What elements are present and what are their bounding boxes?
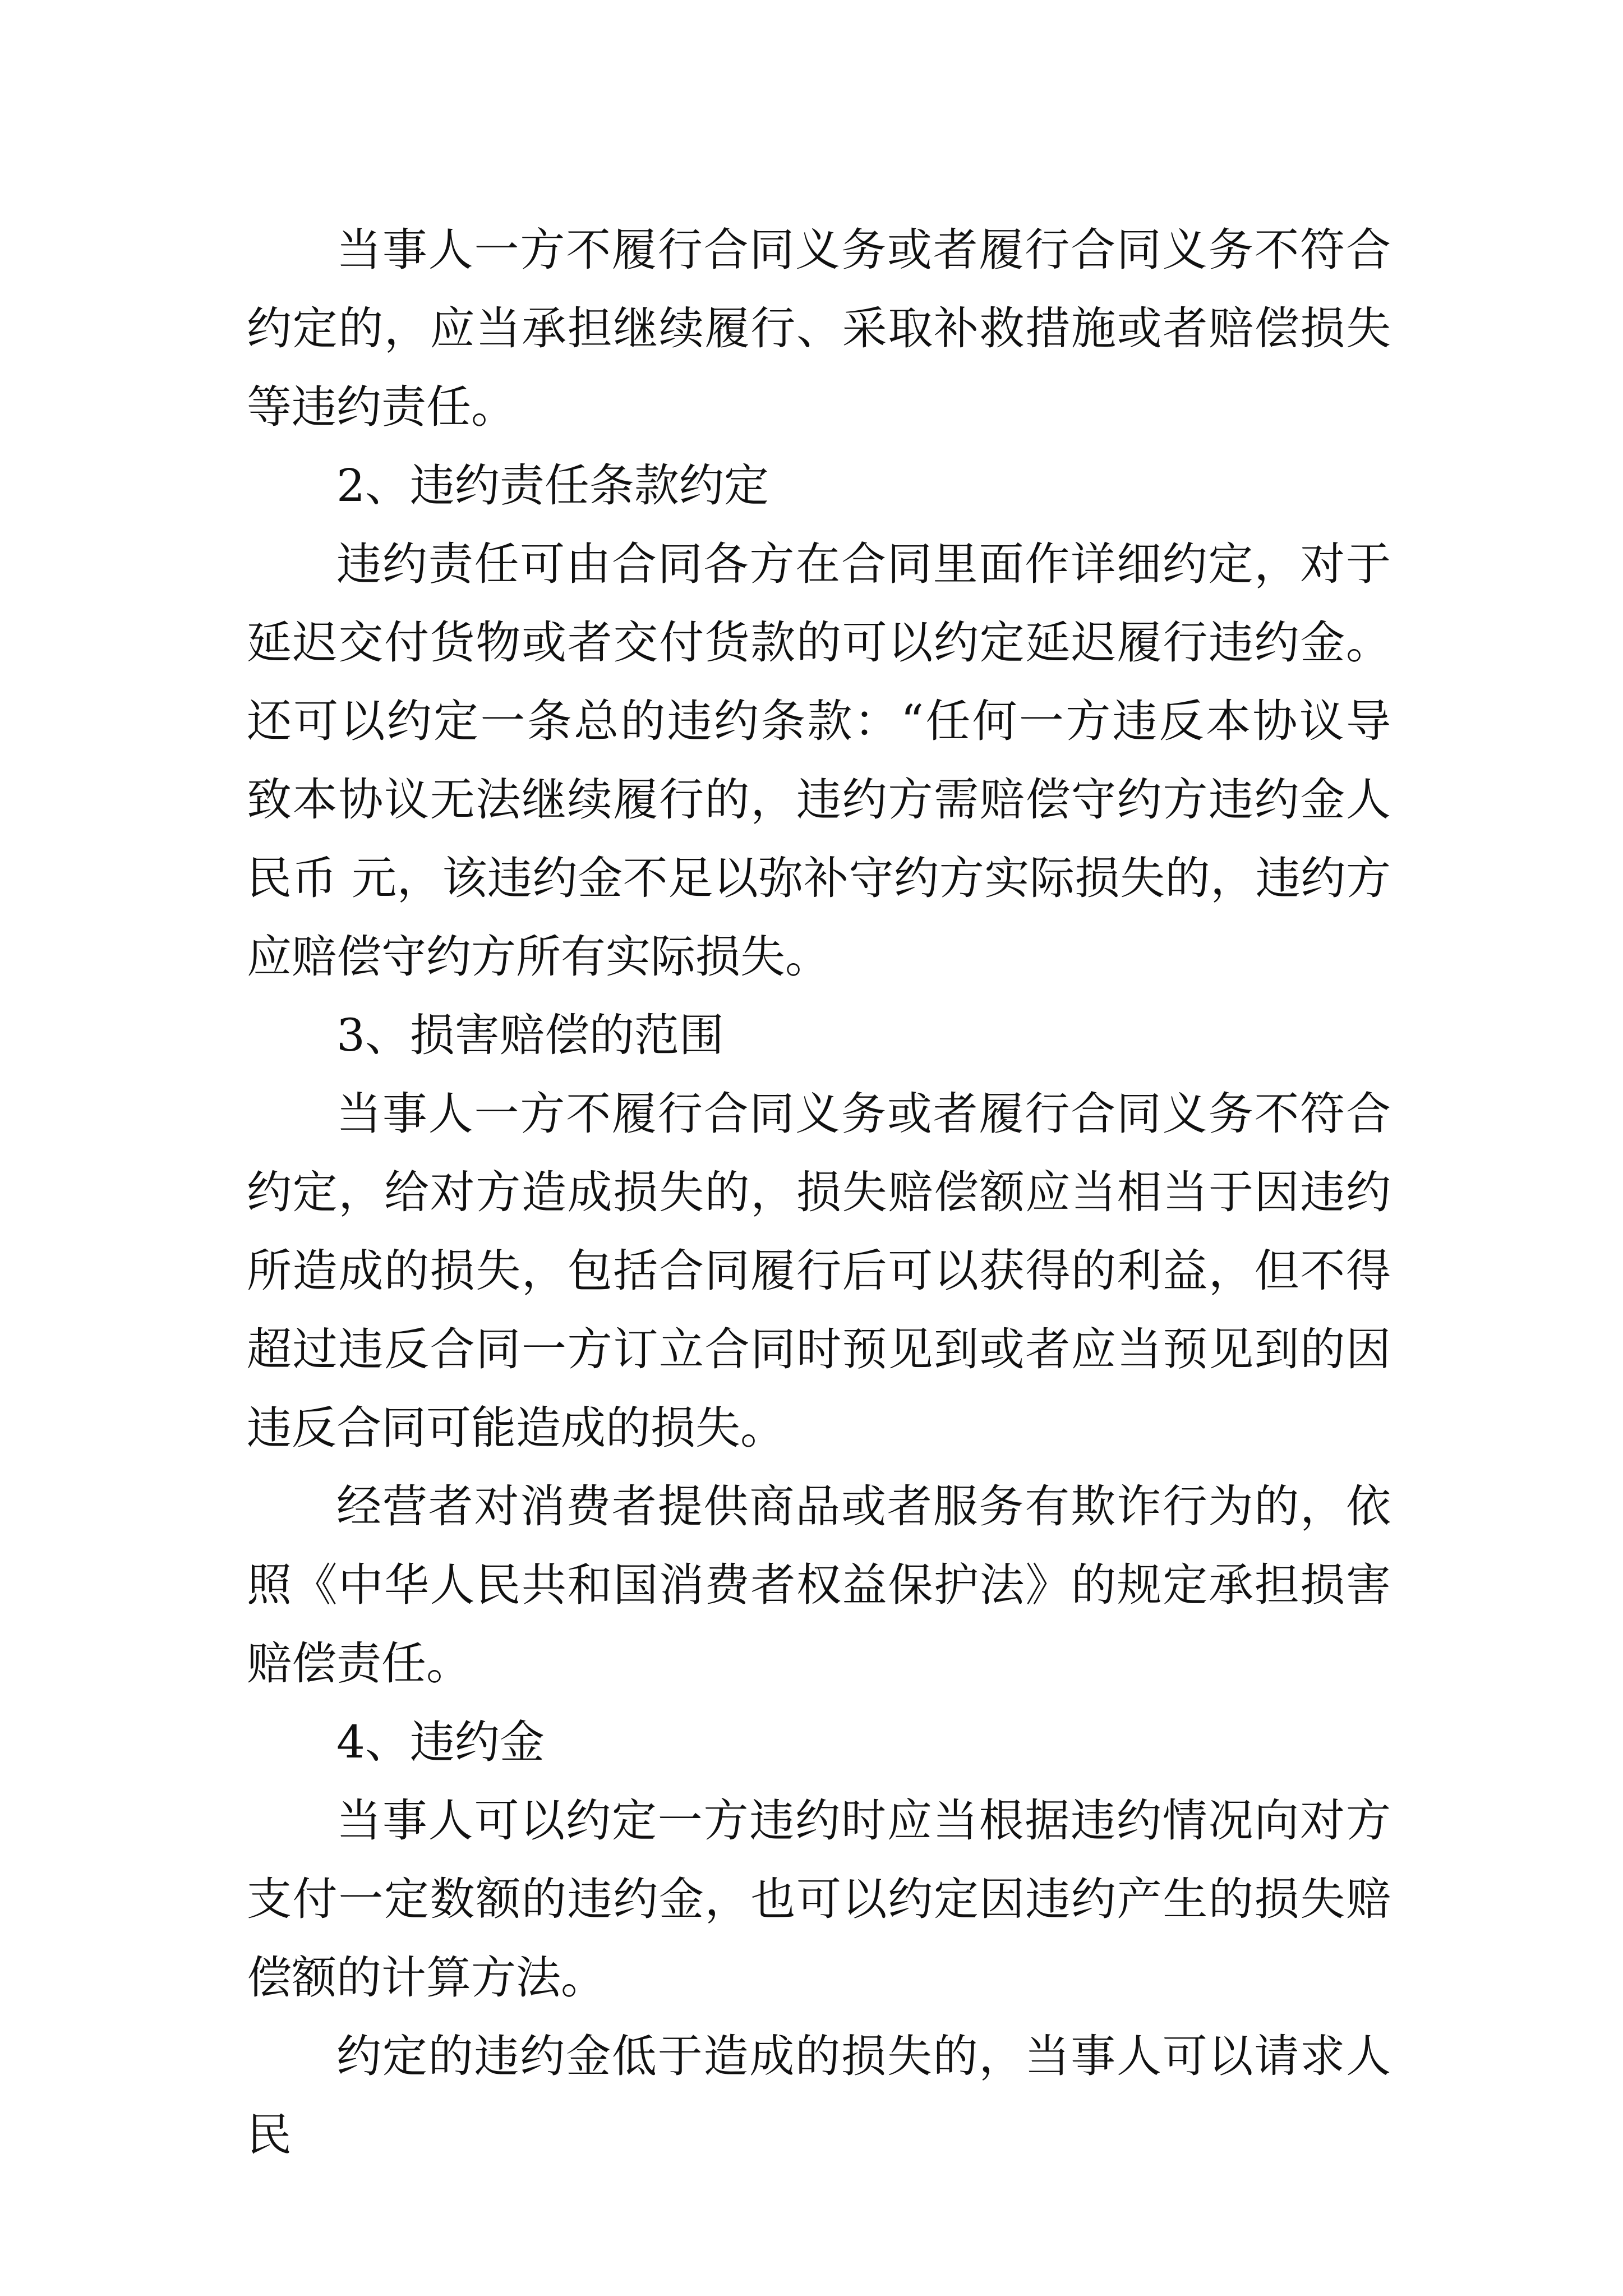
heading-damages-scope: 3、损害赔偿的范围 — [336, 1009, 724, 1061]
heading-liquidated-damages: 4、违约金 — [336, 1716, 545, 1768]
heading-breach-clause: 2、违约责任条款约定 — [336, 459, 769, 512]
document-body — [247, 211, 1391, 2174]
paragraph-damages-lower: 约定的违约金低于造成的损失的，当事人可以请求人民 — [247, 2030, 1391, 2161]
paragraph-breach-clause: 违约责任可由合同各方在合同里面作详细约定，对于延迟交付货物或者交付货款的可以约定延迟履行违约金。还可以约定一条总的违约条款：“任何一方违反本协议导致本协议无法继续履行的，违约方需赔偿守约方违约金人民币 元，该违约金不足以弥补守约方实际损失的，违约方应赔偿守约方所有实际损失。 — [247, 538, 1391, 983]
paragraph-liquidated-damages: 当事人可以约定一方违约时应当根据违约情况向对方支付一定数额的违约金，也可以约定因违约产生的损失赔偿额的计算方法。 — [247, 1795, 1391, 2004]
paragraph-damages-scope: 当事人一方不履行合同义务或者履行合同义务不符合约定，给对方造成损失的，损失赔偿额应当相当于因违约所造成的损失，包括合同履行后可以获得的利益，但不得超过违反合同一方订立合同时预见到或者应当预见到的因违反合同可能造成的损失。 — [247, 1088, 1391, 1454]
paragraph-breach-liability: 当事人一方不履行合同义务或者履行合同义务不符合约定的，应当承担继续履行、采取补救措施或者赔偿损失等违约责任。 — [247, 224, 1391, 433]
paragraph-consumer-fraud: 经营者对消费者提供商品或者服务有欺诈行为的，依照《中华人民共和国消费者权益保护法》的规定承担损害赔偿责任。 — [247, 1480, 1391, 1690]
